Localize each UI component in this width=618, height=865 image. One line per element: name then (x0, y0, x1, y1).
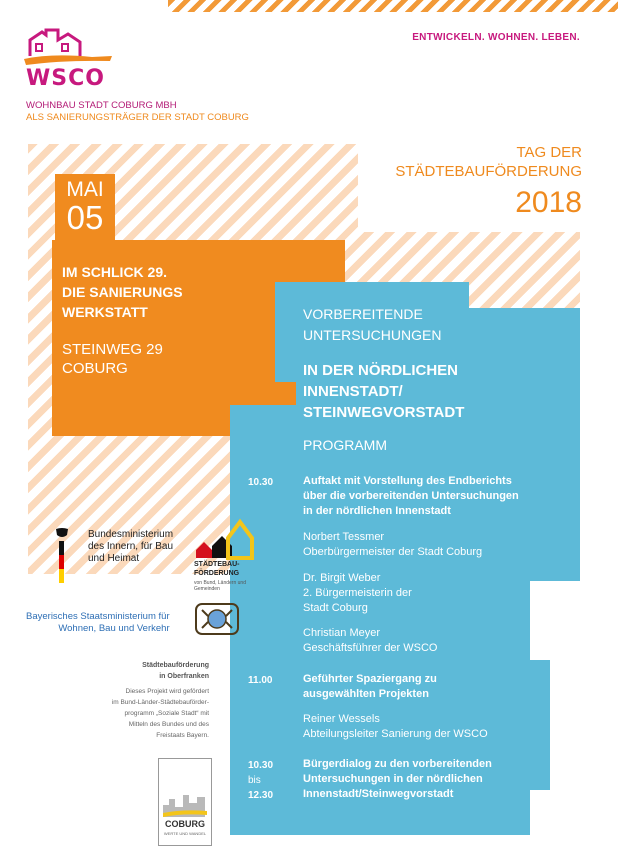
sbo-line2: in Oberfranken (159, 673, 209, 680)
speaker2-role1: 2. Bürgermeisterin der (303, 587, 412, 599)
time-3-bis: bis (248, 775, 261, 786)
item1-line1: Auftakt mit Vorstellung des Endberichts (303, 475, 512, 487)
date-month: MAI (66, 178, 104, 201)
topic-line1: VORBEREITENDE (303, 306, 423, 322)
item1-line3: in der nördlichen Innenstadt (303, 505, 451, 517)
time-1: 10.30 (248, 477, 274, 488)
top-stripe-band (168, 0, 618, 12)
bavarian-ministry-label (26, 611, 170, 635)
proj-line3: programm „Soziale Stadt“ mit (124, 710, 209, 717)
item1-line2: über die vorbereitenden Untersuchungen (303, 490, 519, 502)
speaker4-role: Abteilungsleiter Sanierung der WSCO (303, 728, 488, 740)
venue-city: COBURG (62, 360, 128, 377)
sbf-sub (194, 580, 246, 592)
sbo-label (142, 660, 209, 682)
coburg-word: COBURG (165, 819, 205, 829)
proj-line2: im Bund-Länder-Städtebauförder- (111, 699, 209, 706)
event-year: 2018 (515, 186, 582, 219)
time-2: 11.00 (248, 675, 273, 686)
speaker-2 (303, 571, 412, 616)
venue-street: STEINWEG 29 (62, 341, 163, 358)
speaker2-name: Dr. Birgit Weber (303, 572, 381, 584)
bay-line2: Wohnen, Bau und Verkehr (58, 623, 170, 634)
brand-wordmark: WSCO (26, 66, 105, 91)
item3-line3: Innenstadt/Steinwegvorstadt (303, 788, 454, 800)
speaker1-name: Norbert Tessmer (303, 531, 385, 543)
proj-line1: Dieses Projekt wird gefördert (125, 688, 209, 695)
topic-headline2: INNENSTADT/ (303, 383, 403, 400)
org-line-2: ALS SANIERUNGSTRÄGER DER STADT COBURG (26, 112, 249, 123)
speaker3-name: Christian Meyer (303, 627, 381, 639)
venue-address (62, 340, 163, 378)
speaker-3 (303, 626, 438, 656)
sbf-line3: von Bund, Ländern und (194, 580, 246, 586)
program-item-1 (303, 474, 519, 519)
speaker3-role: Geschäftsführer der WSCO (303, 642, 438, 654)
sbf-line4: Gemeinden (194, 586, 220, 592)
speaker1-role: Oberbürgermeister der Stadt Coburg (303, 546, 483, 558)
program-item-2 (303, 672, 437, 702)
item3-line1: Bürgerdialog zu den vorbereitenden (303, 758, 492, 770)
item2-line1: Geführter Spaziergang zu (303, 673, 437, 685)
bavarian-crest-icon (192, 602, 242, 636)
date-day: 05 (66, 199, 104, 236)
bmi-line1: Bundesministerium (88, 529, 174, 540)
speaker4-name: Reiner Wessels (303, 713, 380, 725)
time-3 (248, 758, 273, 803)
venue-title-line3: WERKSTATT (62, 304, 148, 320)
time-3-start: 10.30 (248, 760, 274, 771)
topic-headline (303, 360, 464, 423)
event-tag-line2: STÄDTEBAUFÖRDERUNG (395, 163, 582, 180)
coburg-sub: WERTE UND WANDEL (163, 831, 207, 836)
speaker-1 (303, 530, 482, 560)
program-item-3 (303, 757, 492, 802)
venue-title-line2: DIE SANIERUNGS (62, 284, 183, 300)
time-3-end: 12.30 (248, 790, 274, 801)
bmi-label (88, 529, 173, 565)
sbf-line2: FÖRDERUNG (194, 570, 240, 577)
bmi-line3: und Heimat (88, 553, 140, 564)
topic-headline3: STEINWEGVORSTADT (303, 404, 465, 421)
topic-line2: UNTERSUCHUNGEN (303, 327, 442, 343)
item3-line2: Untersuchungen in der nördlichen (303, 773, 483, 785)
sbo-line1: Städtebauförderung (142, 662, 209, 669)
topic-headline1: IN DER NÖRDLICHEN (303, 362, 459, 379)
date-badge (55, 174, 115, 240)
program-label: PROGRAMM (303, 437, 387, 453)
venue-title-line1: IM SCHLICK 29. (62, 264, 168, 280)
proj-line4: Mitteln des Bundes und des (128, 721, 209, 728)
tagline: ENTWICKELN. WOHNEN. LEBEN. (412, 32, 580, 43)
program-panel-tab (520, 660, 550, 790)
federal-eagle-flag-icon (52, 527, 72, 585)
sbf-line1: STÄDTEBAU- (194, 561, 240, 568)
speaker-4 (303, 712, 488, 742)
event-tag-line1: TAG DER (516, 144, 582, 161)
bay-line1: Bayerisches Staatsministerium für (26, 611, 170, 622)
item2-line2: ausgewählten Projekten (303, 688, 429, 700)
sbf-label (194, 560, 240, 578)
speaker2-role2: Stadt Coburg (303, 602, 368, 614)
org-line-1: WOHNBAU STADT COBURG MBH (26, 100, 177, 111)
venue-title (62, 262, 302, 322)
funding-note (99, 686, 209, 741)
coburg-logo (158, 758, 212, 846)
bmi-line2: des Innern, für Bau (88, 541, 174, 552)
proj-line5: Freistaats Bayern. (156, 732, 209, 739)
